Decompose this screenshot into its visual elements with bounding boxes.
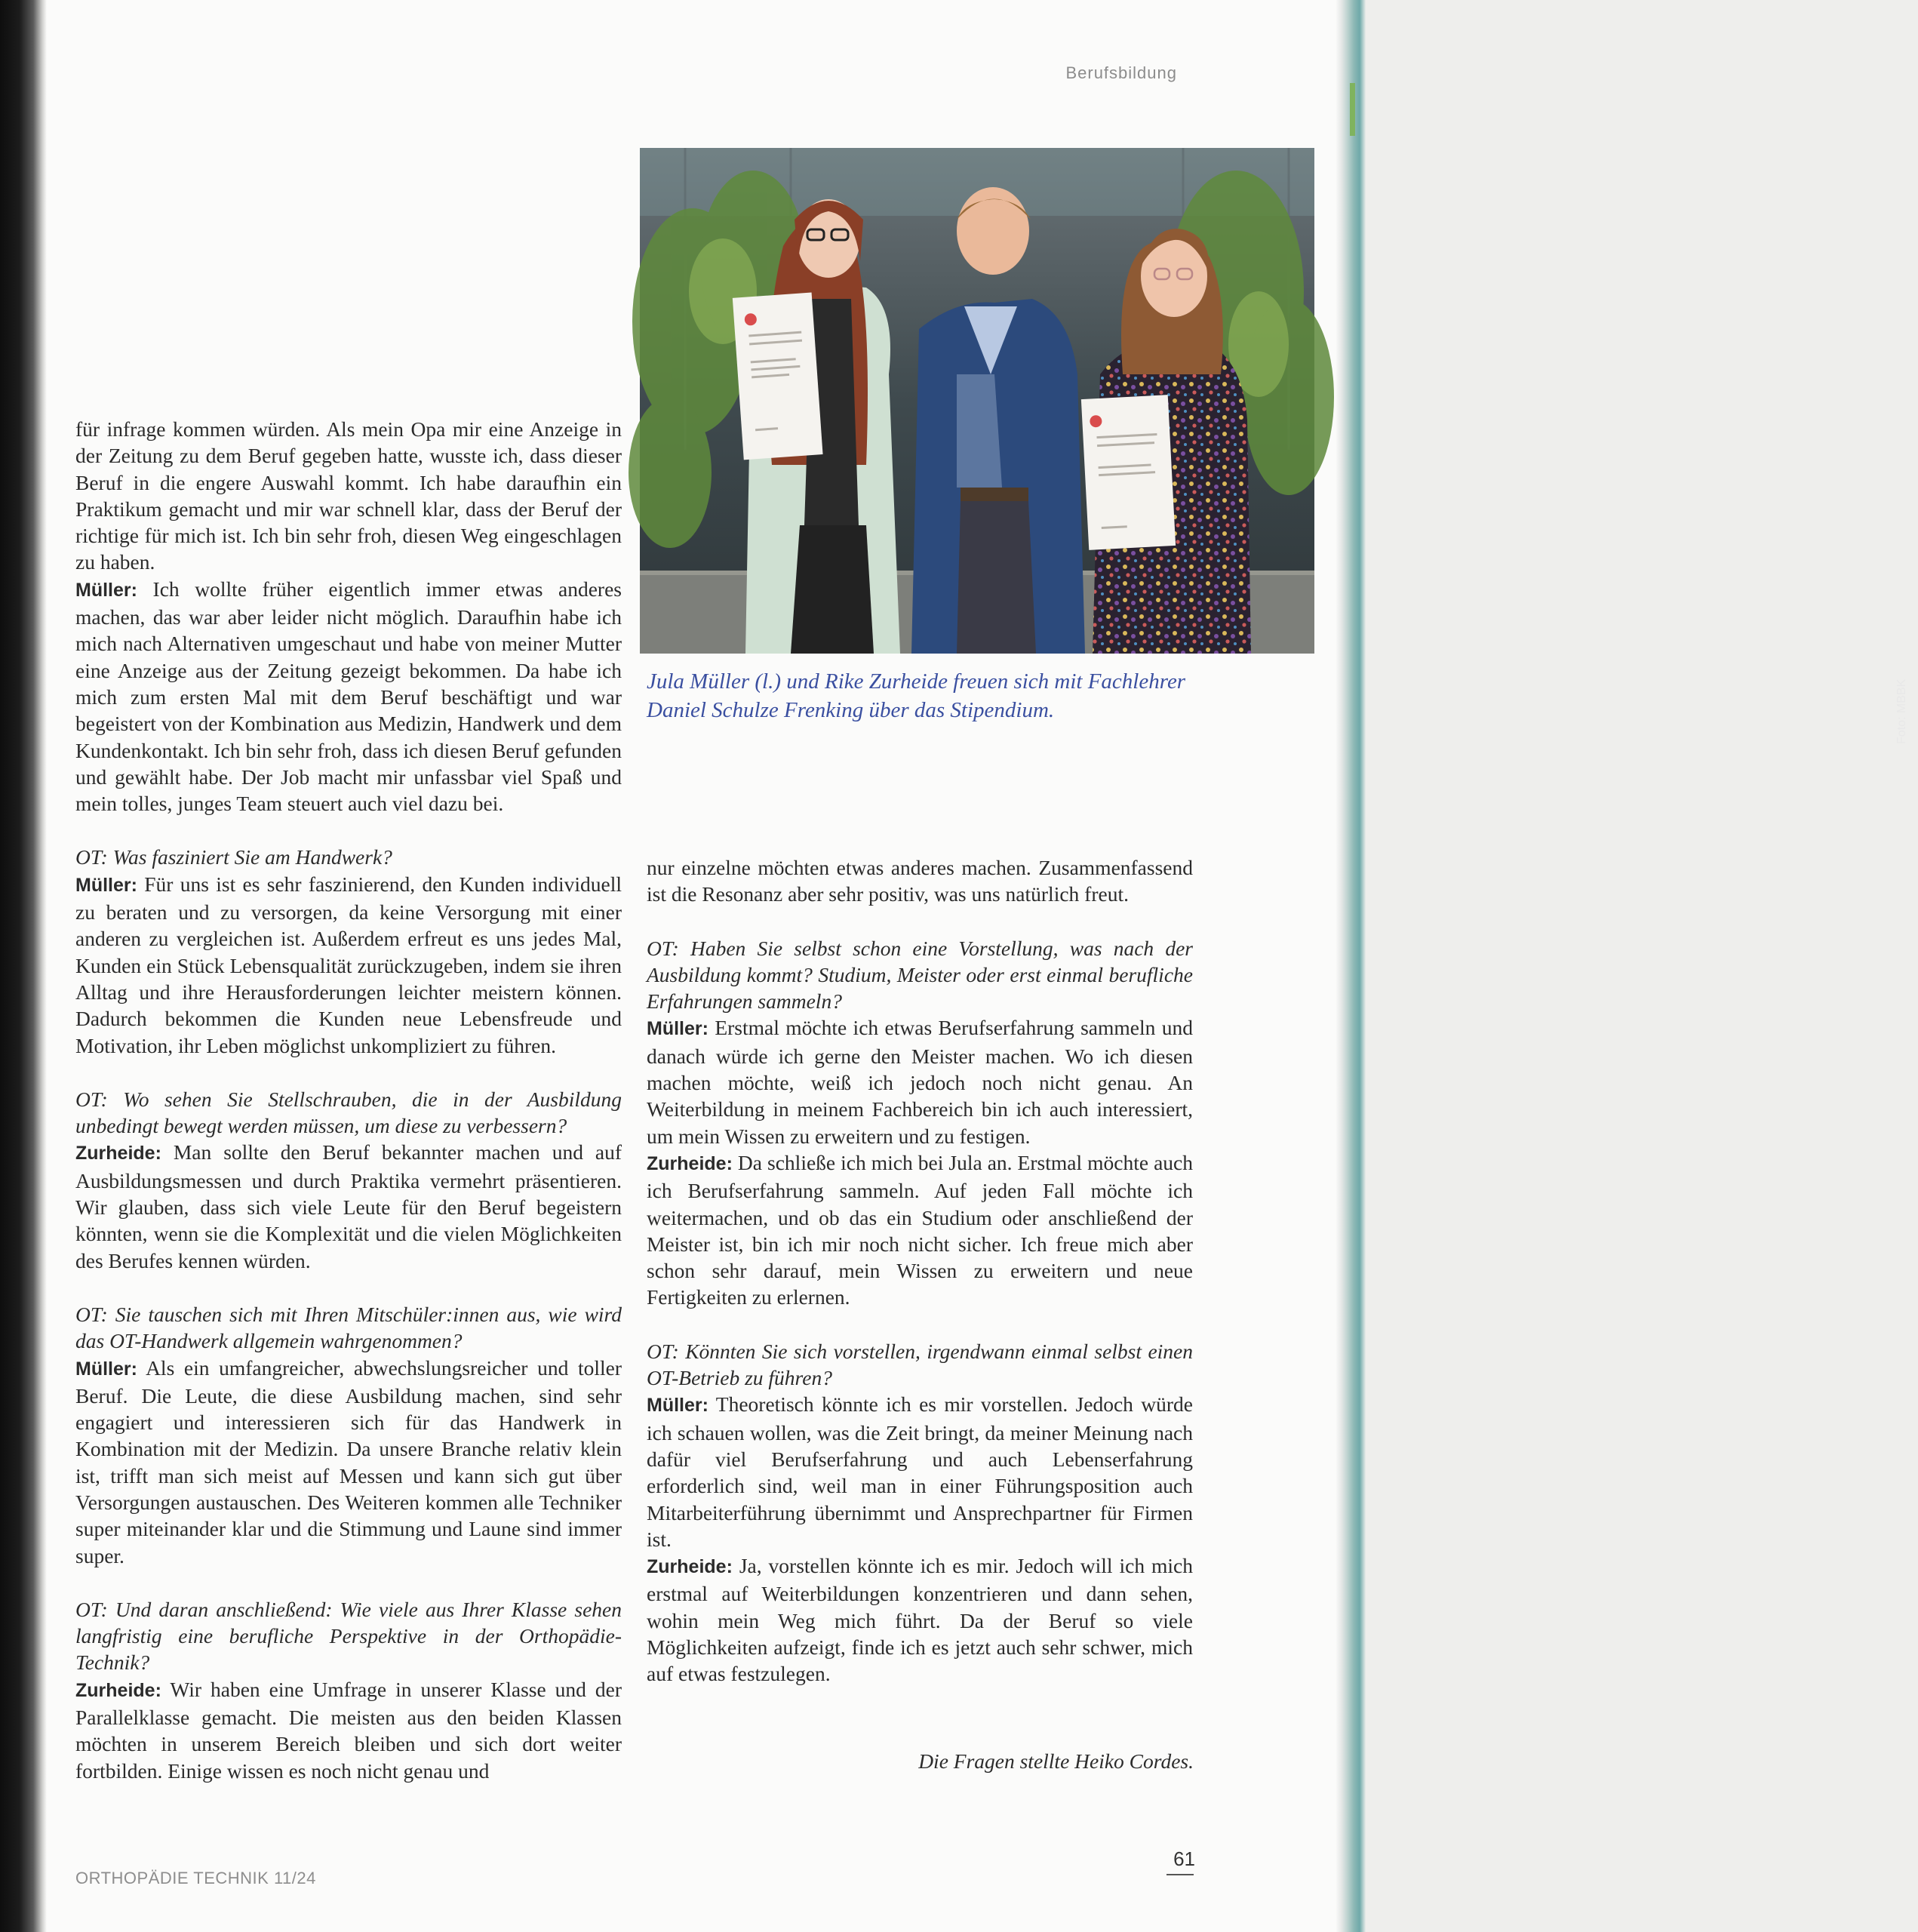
speaker-name: Zurheide: <box>647 1152 733 1174</box>
photo-caption: Jula Müller (l.) und Rike Zurheide freuen sich mit Fachlehrer Daniel Schulze Frenking über das Stipendium. <box>647 669 1186 722</box>
photo-illustration <box>640 148 1314 654</box>
interview-question: OT: Könnten Sie sich vorstellen, irgendwann einmal selbst einen OT-Betrieb zu führen? <box>647 1339 1193 1390</box>
left-text-column <box>75 416 622 1784</box>
certificate-right <box>1081 395 1176 550</box>
interview-answer <box>647 1014 1193 1149</box>
photo-credit: Foto: MBBK <box>1895 678 1908 744</box>
answer-text: Für uns ist es sehr faszinierend, den Kunden individuell zu beraten und zu versorgen, da keine Versorgung mit einer anderen zu vergleichen ist. Außerdem erfreut es uns jedes Mal, Kunden ein Stück Lebensqualität zurückzugeben, indem sie ihren Alltag und ihre Herausforderungen leichter meistern können. Dadurch bekommen die Kunden neue Lebensfreude und Motivation, ihr Leben möglichst unkompliziert zu führen. <box>75 872 622 1057</box>
binding-shadow <box>0 0 47 1932</box>
interview-question: OT: Wo sehen Sie Stellschrauben, die in der Ausbildung unbedingt bewegt werden müssen, um diese zu verbessern? <box>75 1087 622 1138</box>
interview-question: OT: Was fasziniert Sie am Handwerk? <box>75 845 392 869</box>
page-number: 61 <box>1173 1847 1195 1870</box>
interviewer-credit: Die Fragen stellte Heiko Cordes. <box>918 1749 1194 1773</box>
right-text-column <box>647 854 1193 1687</box>
body-paragraph: für infrage kommen würden. Als mein Opa mir eine Anzeige in der Zeitung zu dem Beruf gegeben hatte, wusste ich, dass dieser Beruf in die engere Auswahl kommt. Ich habe daraufhin ein Praktikum gemacht und mir war schnell klar, dass der Beruf der richtige für mich ist. Ich bin sehr froh, diesen Weg eingeschlagen zu haben. <box>75 417 622 574</box>
section-header: Berufsbildung <box>1065 63 1177 82</box>
speaker-name: Müller: <box>75 579 137 601</box>
interview-answer <box>75 1676 622 1784</box>
answer-text: Wir haben eine Umfrage in unserer Klasse und der Parallelklasse gemacht. Die meisten aus den beiden Klassen möchten in unserem Bereich bleiben und sich dort weiter fortbilden. Einige wissen es noch nicht genau und <box>75 1677 622 1783</box>
body-paragraph: nur einzelne möchten etwas anderes machen. Zusammenfassend ist die Resonanz aber sehr positiv, was uns natürlich freut. <box>647 856 1193 906</box>
speaker-name: Zurheide: <box>647 1556 733 1578</box>
interview-question: OT: Sie tauschen sich mit Ihren Mitschüler:innen aus, wie wird das OT-Handwerk allgemein wahrgenommen? <box>75 1302 622 1353</box>
interview-question: OT: Haben Sie selbst schon eine Vorstellung, was nach der Ausbildung kommt? Studium, Meister oder erst einmal berufliche Erfahrungen sammeln? <box>647 936 1193 1014</box>
speaker-name: Müller: <box>647 1395 708 1417</box>
answer-text: Da schließe ich mich bei Jula an. Erstmal möchte auch ich Berufserfahrung sammeln. Auf jeden Fall möchte ich weitermachen, und ob das ein Studium oder anschließend der Meister ist, bin ich mir noch nicht sicher. Ich freue mich aber schon sehr darauf, mein Wissen zu erweitern und neue Fertigkeiten zu erlernen. <box>647 1150 1193 1309</box>
certificate-left <box>733 293 823 460</box>
interview-answer <box>75 1139 622 1273</box>
journal-footer: ORTHOPÄDIE TECHNIK 11/24 <box>75 1869 316 1887</box>
interview-answer <box>647 1552 1193 1687</box>
page-edge <box>1336 0 1366 1932</box>
speaker-name: Müller: <box>75 1358 137 1380</box>
answer-text: Ich wollte früher eigentlich immer etwas anderes machen, das war aber leider nicht möglich. Daraufhin habe ich mich nach Alternativen umgeschaut und habe von meiner Mutter eine Anzeige aus der Zeitung gezeigt bekommen. Da habe ich mich zum ersten Mal mit dem Beruf beschäftigt und war begeistert von der Kombination aus Medizin, Handwerk und dem Kundenkontakt. Ich bin sehr froh, dass ich diesen Beruf gefunden und gewählt habe. Der Job macht mir unfassbar viel Spaß und mein tolles, junges Team steuert auch viel dazu bei. <box>75 577 622 816</box>
interview-answer <box>75 871 622 1059</box>
interview-answer <box>647 1149 1193 1311</box>
interview-answer <box>75 576 622 817</box>
speaker-name: Zurheide: <box>75 1679 161 1701</box>
edge-marker <box>1350 83 1355 136</box>
page-number-rule <box>1166 1874 1194 1875</box>
answer-text: Ja, vorstellen könnte ich es mir. Jedoch will ich mich erstmal auf Weiterbildungen konzentrieren und dann sehen, wohin mein Weg mich führt. Da der Beruf so viele Möglichkeiten aufzeigt, finde ich es jetzt auch sehr schwer, mich auf etwas festzulegen. <box>647 1554 1193 1686</box>
answer-text: Erstmal möchte ich etwas Berufserfahrung sammeln und danach würde ich gerne den Meister machen. Wo ich diesen machen möchte, weiß ich jedoch noch nicht genau. An Weiterbildung in meinem Fachbereich bin ich auch interessiert, um mein Wissen zu erweitern und zu festigen. <box>647 1016 1193 1148</box>
answer-text: Theoretisch könnte ich es mir vorstellen. Jedoch würde ich schauen wollen, was die Zeit bringt, da meiner Meinung nach dafür viel Berufserfahrung und auch Lebenserfahrung erforderlich sind, weil man in einer Führungsposition auch Mitarbeiterführung übernimmt und Ansprechpartner für Firmen ist. <box>647 1392 1193 1551</box>
interview-question: OT: Und daran anschließend: Wie viele aus Ihrer Klasse sehen langfristig eine berufliche Perspektive in der Orthopädie-Technik? <box>75 1597 622 1675</box>
speaker-name: Zurheide: <box>75 1143 161 1164</box>
speaker-name: Müller: <box>75 874 137 896</box>
speaker-name: Müller: <box>647 1018 708 1040</box>
interview-answer <box>75 1355 622 1569</box>
interview-answer <box>647 1391 1193 1552</box>
answer-text: Als ein umfangreicher, abwechslungsreicher und toller Beruf. Die Leute, die diese Ausbildung machen, sind sehr engagiert und interessieren sich für das Handwerk in Kombination mit der Medizin. Da unsere Branche relativ klein ist, trifft man sich meist auf Messen und kann sich gut über Versorgungen austauschen. Des Weiteren kommen alle Techniker super miteinander klar und die Stimmung und Laune sind immer super. <box>75 1355 622 1567</box>
answer-text: Man sollte den Beruf bekannter machen und auf Ausbildungsmessen und durch Praktika vermehrt präsentieren. Wir glauben, dass sich viele Leute für den Beruf begeistern könnten, wenn sie die Komplexität und die vielen Möglichkeiten des Berufes kennen würden. <box>75 1140 622 1272</box>
